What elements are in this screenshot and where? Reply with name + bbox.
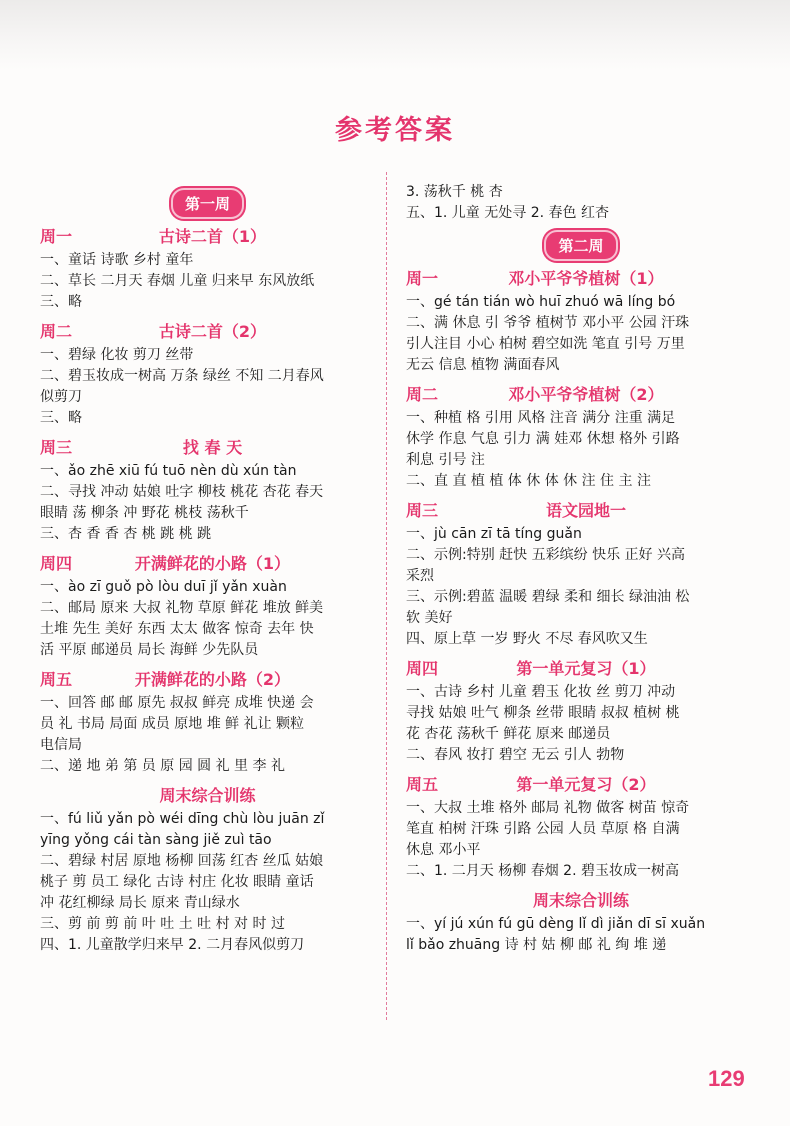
- answer-line: 休息 邓小平: [406, 842, 481, 858]
- section-heading: [40, 319, 375, 345]
- section-day: 周三: [40, 438, 73, 457]
- answer-line: lǐ bǎo zhuāng 诗 村 姑 柳 邮 礼 绚 堆 递: [406, 937, 667, 953]
- answer-line: 一、fú liǔ yǎn pò wéi dīng chù lòu juān zǐ: [40, 811, 325, 827]
- section-heading: [40, 435, 375, 461]
- answer-line: 二、碧玉妆成一树高 万条 绿丝 不知 二月春风: [40, 368, 324, 384]
- answer-line: 一、童话 诗歌 乡村 童年: [40, 252, 194, 268]
- answer-line: 一、gé tán tián wò huī zhuó wā líng bó: [406, 294, 676, 310]
- answer-line: 二、春风 妆打 碧空 无云 引人 勃物: [406, 747, 625, 763]
- answer-line: 采烈: [406, 568, 434, 584]
- answer-line: 一、种植 格 引用 风格 注音 满分 注重 满足: [406, 410, 676, 426]
- answer-line: 一、ào zī guǒ pò lòu duī jǐ yǎn xuàn: [40, 579, 287, 595]
- answer-line: 一、yí jú xún fú gū dèng lǐ dì jiǎn dī sī xuǎn: [406, 916, 706, 932]
- answer-line: yīng yǒng cái tàn sàng jiě zuì tāo: [40, 832, 272, 848]
- answer-line: 电信局: [40, 737, 82, 753]
- section-title: 第一单元复习（2）: [516, 775, 656, 794]
- answer-line: 花 杏花 荡秋千 鲜花 原来 邮递员: [406, 726, 611, 742]
- section-heading: [40, 224, 375, 250]
- answer-line: 一、回答 邮 邮 原先 叔叔 鲜亮 成堆 快递 会: [40, 695, 314, 711]
- answer-line: 二、寻找 冲动 姑娘 吐字 柳枝 桃花 杏花 春天: [40, 484, 324, 500]
- answer-line: 活 平原 邮递员 局长 海鲜 少先队员: [40, 642, 259, 658]
- section-heading: [406, 382, 756, 408]
- answer-line: 二、递 地 弟 第 员 原 园 圆 礼 里 李 礼: [40, 758, 285, 774]
- section-title: 开满鲜花的小路（2）: [134, 670, 291, 689]
- section-heading: [406, 266, 756, 292]
- answer-line: 桃子 剪 员工 绿化 古诗 村庄 化妆 眼睛 童话: [40, 874, 314, 890]
- answer-line: 二、满 休息 引 爷爷 植树节 邓小平 公园 汗珠: [406, 315, 690, 331]
- answer-line: 三、剪 前 剪 前 叶 吐 土 吐 村 对 时 过: [40, 916, 285, 932]
- left-column: [40, 182, 375, 956]
- answer-line: 土堆 先生 美好 东西 太太 做客 惊奇 去年 快: [40, 621, 314, 637]
- section-heading: [406, 772, 756, 798]
- week-badge: 第二周: [544, 230, 617, 261]
- answer-line: 二、示例:特别 赶快 五彩缤纷 快乐 正好 兴高: [406, 547, 685, 563]
- section-heading: [406, 888, 756, 914]
- answer-line: 眼睛 荡 柳条 冲 野花 桃枝 荡秋千: [40, 505, 249, 521]
- answer-line: 休学 作息 气息 引力 满 娃邓 休想 格外 引路: [406, 431, 680, 447]
- section-heading: [406, 656, 756, 682]
- answer-line: 软 美好: [406, 610, 453, 626]
- section-title: 邓小平爷爷植树（1）: [508, 269, 664, 288]
- answer-line: 一、碧绿 化妆 剪刀 丝带: [40, 347, 194, 363]
- answer-line: 二、碧绿 村居 原地 杨柳 回荡 红杏 丝瓜 姑娘: [40, 853, 324, 869]
- right-column: [406, 182, 756, 956]
- answer-line: 二、1. 二月天 杨柳 春烟 2. 碧玉妆成一树高: [406, 863, 679, 879]
- answer-line: 三、杏 香 香 杏 桃 跳 桃 跳: [40, 526, 212, 542]
- section-day: 周四: [406, 659, 439, 678]
- answer-line: 四、1. 儿童散学归来早 2. 二月春风似剪刀: [40, 937, 305, 953]
- answer-line: 二、邮局 原来 大叔 礼物 草原 鲜花 堆放 鲜美: [40, 600, 324, 616]
- section-title: 找 春 天: [182, 438, 243, 457]
- page-number: 129: [708, 1066, 745, 1091]
- section-day: 周五: [40, 670, 73, 689]
- answer-line: 利息 引号 注: [406, 452, 485, 468]
- answer-line: 一、古诗 乡村 儿童 碧玉 化妆 丝 剪刀 冲动: [406, 684, 676, 700]
- answer-line: 无云 信息 植物 满面春风: [406, 357, 560, 373]
- column-divider: [386, 172, 387, 1020]
- section-title: 邓小平爷爷植树（2）: [508, 385, 664, 404]
- answer-line: 引人注目 小心 柏树 碧空如洗 笔直 引号 万里: [406, 336, 685, 352]
- section-day: 周二: [406, 385, 439, 404]
- answer-line: 二、直 直 植 植 体 休 体 休 注 住 主 注: [406, 473, 651, 489]
- section-title: 第一单元复习（1）: [516, 659, 656, 678]
- section-heading: [40, 551, 375, 577]
- section-heading: [40, 783, 375, 809]
- week-badge-wrap: [406, 230, 756, 258]
- answer-line: 三、略: [40, 294, 82, 310]
- answer-line: 员 礼 书局 局面 成员 原地 堆 鲜 礼让 颗粒: [40, 716, 305, 732]
- section-title: 周末综合训练: [159, 786, 256, 805]
- section-heading: [40, 667, 375, 693]
- section-day: 周三: [406, 501, 439, 520]
- answer-line: 冲 花红柳绿 局长 原来 青山绿水: [40, 895, 240, 911]
- answer-line: 一、大叔 土堆 格外 邮局 礼物 做客 树苗 惊奇: [406, 800, 690, 816]
- section-title: 开满鲜花的小路（1）: [134, 554, 291, 573]
- section-day: 周五: [406, 775, 439, 794]
- answer-line: 寻找 姑娘 吐气 柳条 丝带 眼睛 叔叔 植树 桃: [406, 705, 680, 721]
- answer-line: 笔直 柏树 汗珠 引路 公园 人员 草原 格 自满: [406, 821, 680, 837]
- answer-line: 三、示例:碧蓝 温暖 碧绿 柔和 细长 绿油油 松: [406, 589, 690, 605]
- answer-line: 五、1. 儿童 无处寻 2. 春色 红杏: [406, 205, 609, 221]
- page-title: 参考答案: [335, 115, 455, 146]
- section-title: 古诗二首（1）: [158, 227, 267, 246]
- answer-line: 似剪刀: [40, 389, 82, 405]
- section-heading: [406, 498, 756, 524]
- answer-line: 一、jù cān zī tā tíng guǎn: [406, 526, 582, 542]
- answer-line: 二、草长 二月天 春烟 儿童 归来早 东风放纸: [40, 273, 315, 289]
- answer-line: 3. 荡秋千 桃 杏: [406, 184, 503, 200]
- answer-line: 四、原上草 一岁 野火 不尽 春风吹又生: [406, 631, 648, 647]
- section-day: 周二: [40, 322, 73, 341]
- answer-line: 三、略: [40, 410, 82, 426]
- section-day: 周一: [40, 227, 73, 246]
- section-day: 周一: [406, 269, 439, 288]
- section-title: 周末综合训练: [532, 891, 629, 910]
- answer-line: 一、ǎo zhē xiū fú tuō nèn dù xún tàn: [40, 463, 297, 479]
- section-day: 周四: [40, 554, 73, 573]
- week-badge: 第一周: [171, 188, 244, 219]
- scan-top-band: [0, 0, 790, 70]
- section-title: 古诗二首（2）: [158, 322, 267, 341]
- section-title: 语文园地一: [545, 501, 626, 520]
- week-badge-wrap: [40, 188, 375, 216]
